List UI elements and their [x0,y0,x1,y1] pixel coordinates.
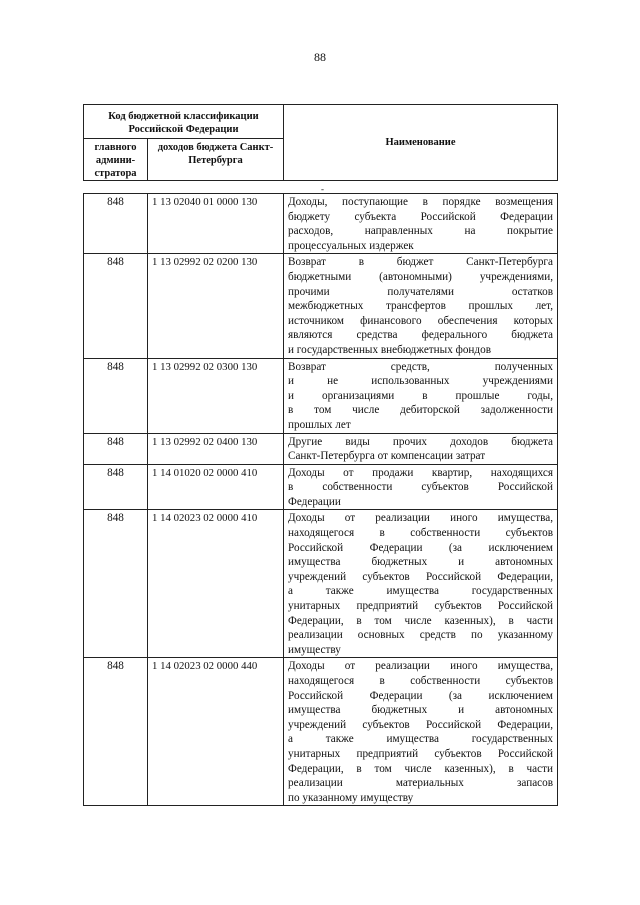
name-line: находящегося в собственности субъектов [288,675,553,687]
name-line: Другие виды прочих доходов бюджета [288,435,553,448]
name-line: межбюджетных трансфертов прошлых лет, [288,300,553,313]
name-line: Возврат в бюджет Санкт-Петербурга [288,256,553,269]
name-line: а также имущества государственных [288,733,553,746]
table-row [84,433,558,464]
budget-code-cell: 1 13 02992 02 0200 130 [148,254,284,358]
name-line: унитарных предприятий субъектов Российской [288,747,553,760]
revenue-name-cell [284,194,558,254]
admin-code-cell: 848 [84,254,148,358]
name-line: Федерации, в том числе казенных), в части [288,762,553,775]
revenue-table [83,193,558,806]
name-line: Возврат средств, полученных [288,360,553,373]
revenue-table-body [84,194,558,806]
table-row [84,510,558,658]
name-line: и организациями в прошлые годы, [288,389,553,402]
name-line: имущества бюджетных и автономных [288,704,553,717]
revenue-column-header: доходов бюджета Санкт-Петербурга [148,139,284,181]
name-line: в том числе дебиторской задолженности [288,404,553,417]
name-line: бюджету субъекта Российской Федерации [288,210,553,223]
separator-dash: - [321,184,324,194]
name-line: Российской Федерации (за исключением [288,689,553,702]
name-line: Российской Федерации (за исключением [288,541,553,554]
budget-code-cell: 1 13 02992 02 0300 130 [148,358,284,433]
name-line: Федерации [288,495,341,508]
name-line: Доходы от реализации иного имущества, [288,660,553,673]
budget-code-cell: 1 14 02023 02 0000 410 [148,510,284,658]
name-line: по указанному имуществу [288,791,414,804]
revenue-name-cell [284,358,558,433]
name-line: находящегося в собственности субъектов [288,527,553,540]
name-line: реализации материальных запасов [288,777,553,790]
admin-code-cell: 848 [84,464,148,510]
name-line: Доходы, поступающие в порядке возмещения [288,196,553,208]
name-line: Доходы от продажи квартир, находящихся [288,466,553,479]
name-line: прочими получателями остатков [288,285,553,298]
name-line: учреждений субъектов Российской Федерации, [288,718,553,731]
revenue-name-cell [284,510,558,658]
name-line: унитарных предприятий субъектов Российской [288,600,553,613]
revenue-name-cell [284,464,558,510]
name-line: и государственных внебюджетных фондов [288,343,491,356]
name-line: учреждений субъектов Российской Федерации, [288,570,553,583]
name-line: Доходы от реализации иного имущества, [288,512,553,525]
name-line: процессуальных издержек [288,239,414,252]
admin-column-header: главного админи-стратора [84,139,148,181]
name-line: Федерации, в том числе казенных), в части [288,614,553,627]
table-header [83,104,558,181]
name-line: источником финансового обеспечения которых [288,314,553,327]
name-line: а также имущества государственных [288,585,553,598]
table-row [84,254,558,358]
name-line: являются средства федерального бюджета [288,329,553,342]
revenue-name-cell [284,658,558,806]
name-line: реализации основных средств по указанному [288,629,553,642]
kbk-title-cell: Код бюджетной классификации Российской Федерации [84,105,284,139]
name-line: в собственности субъектов Российской [288,481,553,494]
name-line: Санкт-Петербурга от компенсации затрат [288,450,486,463]
table-row [84,358,558,433]
revenue-name-cell [284,254,558,358]
admin-code-cell: 848 [84,510,148,658]
admin-code-cell: 848 [84,358,148,433]
name-column-header: Наименование [284,105,558,181]
table-row [84,658,558,806]
budget-code-cell: 1 14 02023 02 0000 440 [148,658,284,806]
table-row [84,194,558,254]
name-line: прошлых лет [288,418,351,431]
revenue-name-cell [284,433,558,464]
admin-code-cell: 848 [84,433,148,464]
table-row [84,464,558,510]
name-line: имуществу [288,643,341,656]
budget-code-cell: 1 13 02040 01 0000 130 [148,194,284,254]
admin-code-cell: 848 [84,194,148,254]
name-line: и не использованных учреждениями [288,375,553,388]
name-line: расходов, направленных на покрытие [288,225,553,238]
name-line: бюджетными (автономными) учреждениями, [288,270,553,283]
name-line: имущества бюджетных и автономных [288,556,553,569]
admin-code-cell: 848 [84,658,148,806]
page-number: 88 [314,50,326,64]
budget-code-cell: 1 14 01020 02 0000 410 [148,464,284,510]
budget-code-cell: 1 13 02992 02 0400 130 [148,433,284,464]
